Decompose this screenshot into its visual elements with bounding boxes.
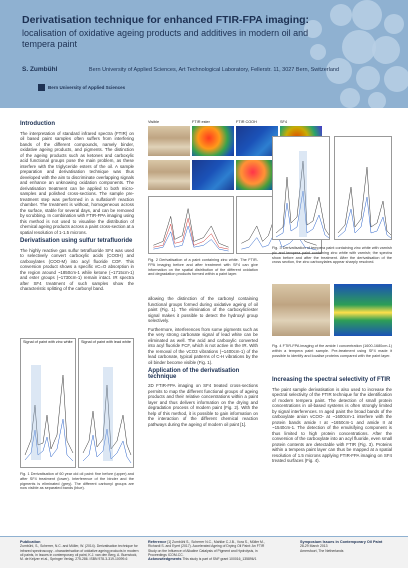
footer-event xyxy=(300,540,400,553)
poster-body xyxy=(0,108,408,536)
fig1-label-right: Signal of paint with lead white xyxy=(81,340,132,344)
pub-text: Zumbühl, S., Scherrer, N.C. and Müller, W. (2014). Derivatisation technique for infrared spectroscopy - characterisation of oxidative ageing products in modern oil paints, in Issues in contemporary oil paint, K.J. van den Berg, A. Burnstock, M. de Keijzer et al., Springer Verlag, 275-286. ISBN 978-3-319-10099-6 xyxy=(20,544,139,562)
fig2-caption: Fig. 2 Derivatisation of a paint containing zinc white. The FTIR-FPA imaging before and after treatment with SF4 can give information on the spatial distribution of the different oxidation and degradation products formed within a paint layer. xyxy=(148,258,258,277)
deriv-text: The highly reactive gas sulfur tetrafluoride SF4 was used to selectively convert carboxylic acids (COOH) and carboxylates (COO-M) into acyl fluoride COF. This conversion product shows a specific vC=O absorption in the region around ~1850cm-1 while ketone (~1715cm-1) and ester groups (~1730cm-1) remain intact. IR spectra after SF4 treatment of such samples show the characteristic splitting of the carbonyl band. xyxy=(20,247,134,291)
ref-heading: Reference xyxy=(148,540,167,544)
sensitivity-heading: Increasing the spectral selectivity of FTIR xyxy=(272,377,391,383)
fig1-caption: Fig. 1 Derivatisation of 60 year old oil paint: fine before (upper) and after SF4 treatment (lower). Interference of the binder and the pigments is eliminated (grey). The different carbonyl groups are now visible as separated bands (blue). xyxy=(20,472,134,491)
fig2-label-2: FTIR COOH xyxy=(236,120,257,124)
ref-text: [1] Zumbühl S., Scherrer N.C., Mahlke C.J.B., Vora S., Müller M., Richardi S. and Eyert (2017). Accelerated Ageing of Drying Oil Paint: An FTIR Study on the Influence of Alkaline Catalysis of Pigment and Hydrolysis, in Proceedings ICOM-CC. xyxy=(148,540,265,557)
fig2-map-4 xyxy=(192,160,234,190)
poster-footer xyxy=(0,536,408,568)
fig2-spectrum-left xyxy=(148,196,234,254)
column-left xyxy=(20,118,134,295)
column-right xyxy=(272,374,392,467)
intro-heading: Introduction xyxy=(20,121,55,127)
poster-header xyxy=(0,0,408,108)
ack-heading: Acknowledgments xyxy=(148,557,182,562)
ack-text: This study is part of SNF grant 100016_135896/1 xyxy=(182,557,257,562)
fig3-spectrum-a xyxy=(272,136,330,240)
event-title: Symposium Issues in Contemporary Oil Paint xyxy=(300,540,383,544)
poster-title: Derivatisation technique for enhanced FTIR-FPA imaging: xyxy=(22,14,310,26)
author-row xyxy=(22,66,339,73)
fig1-panel-left xyxy=(20,338,76,468)
university-logo xyxy=(38,84,125,91)
fig2-micrograph-2 xyxy=(148,160,190,190)
mid-text-p1: allowing the distinction of the carbonyl containing functional groups formed during oxidative ageing of oil paint (Fig. 1). The elimination of the carboxylic/ester signal makes it possible to detect the hydroxyl group selectively. xyxy=(148,296,258,323)
author-name: S. Zumbühl xyxy=(22,66,58,73)
fig2-map-1 xyxy=(192,126,234,156)
footer-reference xyxy=(148,540,268,561)
fig4-caption: Fig. 4 FTIR-FPA imaging of the amide I concentration (1600-1680cm-1) within a tempera paint sample. Pre-treatment using SF4 made it possible to identify and localise proteins compared with the paint layer. xyxy=(272,344,392,358)
event-date: 28-29 March 2013 xyxy=(300,544,328,549)
affiliation: Bern University of Applied Sciences, Art Technological Laboratory, Fellerstr. 11, 3027 Bern, Switzerland xyxy=(88,67,339,73)
fig1-label-left: Signal of paint with zinc white xyxy=(23,340,73,344)
fig1-spectra-right xyxy=(79,345,135,469)
fig1-panel-right xyxy=(78,338,134,468)
event-place: Amersfoort, The Netherlands xyxy=(300,548,344,553)
pub-heading: Publication xyxy=(20,540,41,544)
poster-subtitle: localisation of oxidative ageing products and additives in modern oil and tempera paint xyxy=(22,28,309,49)
fig2-micrograph-1 xyxy=(148,126,190,156)
fig3-spectrum-b xyxy=(334,136,392,240)
intro-text: The interpretation of standard infrared spectra (FTIR) on oil based paint samples often suffers from interfering bands of the different compounds, namely binder, oxidative ageing products, and pigments. The distinction of the ageing products such as ketones and carboxylic acid functional groups pose the main problem, as these interfere with the triglyceride esters of the oil. A sample preparation and derivatisation technique was thus developed with the aim to discriminate overlapping signals and enhance an unknowing oxidation components. The derivatisation treatment can be applied to both micro-samples and polished cross-sections. The sample pre-treatment step was performed in a sulfation® reaction chamber. The treatment is without, homogeneous across the surface, stable for several days, and can be removed by scrubbing. In combination with FTIR-FPA imaging using this method is not used to visualise the distribution of chemical ageing products across a paint cross-section at a spatial resolution of 1-1.5 microns. xyxy=(20,130,134,235)
fig4-map xyxy=(334,284,392,336)
application-heading: Application of the derivatisation technique xyxy=(148,368,240,380)
fig2-label-3: SF4 xyxy=(280,120,287,124)
logo-text: Bern University of Applied Sciences xyxy=(48,85,126,90)
mid-text-p2: Furthermore, interferences from some pigments such as the very strong carbonate signal of lead white can be eliminated as well. The acid and carboxylic converted into acyl fluoride FCF, which is not active in the IR. With the removal of the vCO3 vibrations (~1400cm-1) of the lead carbonate, typical patterns of C-H vibrations by the oil binder become visible (Fig. 1). xyxy=(148,326,258,365)
mid-text-p3: 2D FTIR-FPA imaging on SF4 treated cross-sections permits to map the different functional groups of ageing products and their relative concentrations within a paint layer and thus delivers information on the drying and degradation process of modern paint (Fig. 2). With the help of this method, it is possible to gain information on the interaction of the different chemical reaction pathways during the ageing of modern oil paint [1]. xyxy=(148,383,258,427)
fig1-spectra-left xyxy=(21,345,77,469)
footer-publication xyxy=(20,540,140,561)
fig3-caption: Fig. 3 Derivatisation of tempera paint containing zinc white with varnish pic and tempera paint containing zinc white with varnish; the spectra show before and after the treatment. After the derivatisation of the cross section, the zinc carboxylates appear sharply resolved. xyxy=(272,246,392,265)
logo-square-icon xyxy=(38,84,45,91)
column-middle xyxy=(148,296,258,430)
fig2-label-1: FTIR ester xyxy=(192,120,210,124)
fig4-micrograph xyxy=(272,284,330,336)
fig2-label-0: Visible xyxy=(148,120,160,124)
sensitivity-text: The paint sample derivatisation is also used to increase the spectral selectivity of the FTIR technique for the identification of modern tempera paint. The detection of small protein concentrations in oil-based systems is often strongly limited by signal interferences. In aged paint the broad bands of the carboxylate anion vCOO- at ~1600cm-1 interfere with the protein bands amide I at ~1650cm-1 and amide II at ~1540cm-1. The detection of the emulsifying component is thus limited to high protein concentrations. After the conversion of the carboxylate into an acyl fluoride, even small protein contents are detectable with FTIR (Fig. 3). Proteins within a tempera paint layer can thus be mapped at a spatial resolution of 1.5 microns applying FTIR-FPA imaging on SF4 treated surfaces (Fig. 4). xyxy=(272,386,392,463)
deriv-heading: Derivatisation using sulfur tetrafluoride xyxy=(20,238,133,244)
